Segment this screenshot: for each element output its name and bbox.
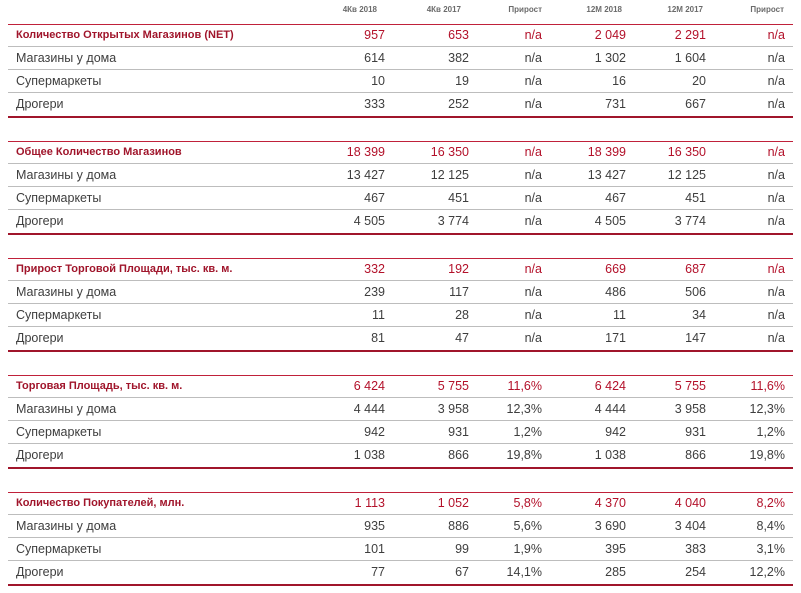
cell: 14,1% [506, 565, 542, 579]
cell: n/a [767, 28, 785, 42]
cell: 4 444 [594, 402, 626, 416]
cell: 931 [448, 425, 469, 439]
column-header: 4Кв 2018 [342, 5, 377, 14]
section-title-row [0, 492, 801, 515]
row-label: Супермаркеты [16, 74, 102, 88]
section-title: Прирост Торговой Площади, тыс. кв. м. [16, 263, 233, 275]
cell: 3 774 [674, 214, 706, 228]
cell: n/a [524, 97, 542, 111]
section-title: Количество Покупателей, млн. [16, 497, 185, 509]
table-row [0, 187, 801, 210]
cell: 13 427 [587, 168, 626, 182]
cell: 252 [448, 97, 469, 111]
cell: 1 302 [594, 51, 626, 65]
cell: 171 [605, 331, 626, 345]
cell: 383 [685, 542, 706, 556]
cell: 4 444 [353, 402, 385, 416]
cell: n/a [524, 28, 542, 42]
cell: 117 [449, 285, 469, 299]
table-row [0, 421, 801, 444]
cell: 8,2% [756, 496, 785, 510]
section-title-row [0, 258, 801, 281]
section-title-row [0, 375, 801, 398]
kpi-section [0, 492, 801, 586]
column-header: 4Кв 2017 [426, 5, 461, 14]
cell: n/a [524, 51, 542, 65]
section-title-row [0, 24, 801, 47]
cell: 2 049 [594, 28, 626, 42]
cell: n/a [767, 214, 785, 228]
row-label: Супермаркеты [16, 425, 102, 439]
cell: 866 [448, 448, 469, 462]
cell: 254 [685, 565, 706, 579]
table-row [0, 281, 801, 304]
cell: 942 [364, 425, 385, 439]
kpi-section [0, 258, 801, 352]
table-row [0, 515, 801, 538]
cell: 3 690 [594, 519, 626, 533]
cell: 81 [371, 331, 385, 345]
cell: 3 404 [674, 519, 706, 533]
cell: 486 [605, 285, 626, 299]
cell: 285 [605, 565, 626, 579]
cell: 12 125 [667, 168, 706, 182]
cell: 147 [685, 331, 706, 345]
cell: n/a [767, 285, 785, 299]
cell: n/a [767, 191, 785, 205]
cell: 12,3% [506, 402, 542, 416]
row-label: Дрогери [16, 331, 64, 345]
cell: 5,6% [513, 519, 542, 533]
section-bottom-rule [8, 467, 793, 469]
cell: 1,2% [513, 425, 542, 439]
cell: 11 [372, 308, 385, 322]
table-row [0, 164, 801, 187]
cell: 4 040 [674, 496, 706, 510]
cell: n/a [767, 262, 785, 276]
cell: 34 [692, 308, 706, 322]
row-label: Магазины у дома [16, 51, 117, 65]
cell: 99 [455, 542, 469, 556]
cell: 1,2% [756, 425, 785, 439]
cell: 18 399 [587, 145, 626, 159]
cell: n/a [524, 191, 542, 205]
cell: 12 125 [430, 168, 469, 182]
cell: n/a [524, 145, 542, 159]
cell: 3 958 [674, 402, 706, 416]
cell: n/a [524, 262, 542, 276]
cell: 6 424 [594, 379, 626, 393]
cell: 77 [371, 565, 385, 579]
cell: 3 774 [437, 214, 469, 228]
cell: 4 505 [353, 214, 385, 228]
cell: 11,6% [750, 379, 785, 393]
cell: 4 505 [594, 214, 626, 228]
row-label: Дрогери [16, 97, 64, 111]
section-title: Торговая Площадь, тыс. кв. м. [16, 380, 183, 392]
cell: 333 [364, 97, 385, 111]
row-label: Магазины у дома [16, 402, 117, 416]
column-header: Прирост [750, 5, 784, 14]
table-header [0, 0, 801, 18]
cell: 931 [685, 425, 706, 439]
cell: 4 370 [594, 496, 626, 510]
cell: n/a [767, 331, 785, 345]
cell: 687 [685, 262, 706, 276]
cell: n/a [767, 145, 785, 159]
cell: 16 350 [667, 145, 706, 159]
cell: 6 424 [353, 379, 385, 393]
cell: 1 113 [354, 496, 385, 510]
cell: 11 [613, 308, 626, 322]
cell: 20 [692, 74, 706, 88]
cell: 5 755 [437, 379, 469, 393]
cell: 10 [371, 74, 385, 88]
cell: 731 [605, 97, 626, 111]
cell: n/a [767, 74, 785, 88]
cell: 8,4% [756, 519, 785, 533]
cell: 12,2% [749, 565, 785, 579]
cell: 16 [612, 74, 626, 88]
cell: 1 038 [594, 448, 626, 462]
cell: n/a [524, 74, 542, 88]
cell: 5,8% [513, 496, 542, 510]
row-label: Супермаркеты [16, 308, 102, 322]
cell: 395 [605, 542, 626, 556]
cell: n/a [767, 308, 785, 322]
cell: 935 [364, 519, 385, 533]
row-label: Супермаркеты [16, 542, 102, 556]
table-row [0, 561, 801, 584]
cell: 12,3% [749, 402, 785, 416]
cell: 382 [448, 51, 469, 65]
cell: 101 [364, 542, 385, 556]
cell: 886 [448, 519, 469, 533]
row-label: Дрогери [16, 448, 64, 462]
row-label: Магазины у дома [16, 519, 117, 533]
cell: 19 [455, 74, 469, 88]
column-header: 12М 2018 [586, 5, 622, 14]
kpi-section [0, 24, 801, 118]
table-row [0, 327, 801, 350]
cell: 451 [685, 191, 706, 205]
cell: 1 038 [353, 448, 385, 462]
table-row [0, 210, 801, 233]
column-header: 12М 2017 [667, 5, 703, 14]
cell: 614 [364, 51, 385, 65]
cell: 942 [605, 425, 626, 439]
cell: 28 [455, 308, 469, 322]
cell: 67 [455, 565, 469, 579]
cell: 239 [364, 285, 385, 299]
cell: 1 604 [674, 51, 706, 65]
cell: 653 [448, 28, 469, 42]
cell: 3 958 [437, 402, 469, 416]
cell: n/a [767, 168, 785, 182]
table-row [0, 304, 801, 327]
cell: 19,8% [506, 448, 542, 462]
cell: 506 [685, 285, 706, 299]
cell: 18 399 [346, 145, 385, 159]
cell: 1 052 [437, 496, 469, 510]
table-row [0, 444, 801, 467]
table-row [0, 47, 801, 70]
cell: 467 [605, 191, 626, 205]
cell: 3,1% [756, 542, 785, 556]
table-row [0, 398, 801, 421]
row-label: Магазины у дома [16, 285, 117, 299]
cell: 669 [605, 262, 626, 276]
cell: 866 [685, 448, 706, 462]
kpi-section [0, 375, 801, 469]
table-row [0, 70, 801, 93]
section-bottom-rule [8, 233, 793, 235]
section-bottom-rule [8, 116, 793, 118]
row-label: Дрогери [16, 565, 64, 579]
table-row [0, 93, 801, 116]
table-row [0, 538, 801, 561]
kpi-section [0, 141, 801, 235]
column-header: Прирост [508, 5, 542, 14]
section-title-row [0, 141, 801, 164]
cell: n/a [767, 51, 785, 65]
cell: 5 755 [674, 379, 706, 393]
cell: 19,8% [749, 448, 785, 462]
section-title: Общее Количество Магазинов [16, 146, 182, 158]
cell: 11,6% [507, 379, 542, 393]
row-label: Магазины у дома [16, 168, 117, 182]
cell: 1,9% [513, 542, 542, 556]
cell: 467 [364, 191, 385, 205]
cell: 47 [455, 331, 469, 345]
cell: 667 [685, 97, 706, 111]
cell: n/a [524, 331, 542, 345]
cell: n/a [524, 214, 542, 228]
cell: n/a [767, 97, 785, 111]
cell: 192 [448, 262, 469, 276]
section-bottom-rule [8, 584, 793, 586]
cell: 13 427 [346, 168, 385, 182]
row-label: Дрогери [16, 214, 64, 228]
cell: 451 [448, 191, 469, 205]
cell: 2 291 [674, 28, 706, 42]
cell: 957 [364, 28, 385, 42]
section-bottom-rule [8, 350, 793, 352]
cell: 16 350 [430, 145, 469, 159]
section-title: Количество Открытых Магазинов (NET) [16, 29, 234, 41]
cell: n/a [524, 168, 542, 182]
cell: n/a [524, 308, 542, 322]
row-label: Супермаркеты [16, 191, 102, 205]
cell: n/a [524, 285, 542, 299]
cell: 332 [364, 262, 385, 276]
